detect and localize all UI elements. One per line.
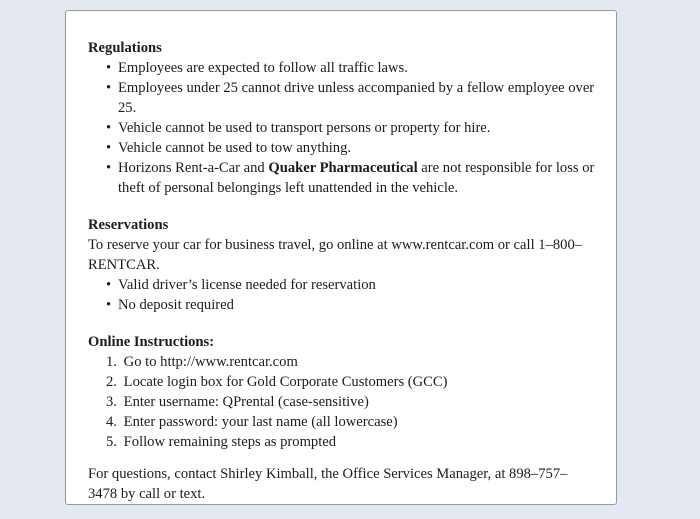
document-card <box>65 10 617 505</box>
list-item <box>106 158 596 198</box>
reservations-text: To reserve your car for business travel, go online at www.rentcar.com or call 1–800–RENTCAR. <box>88 237 583 273</box>
list-item <box>106 352 596 372</box>
instructions-list <box>88 352 596 452</box>
list-item: • Valid driver’s license needed for reservation <box>106 275 596 295</box>
list-item-text: Horizons Rent-a-Car and <box>118 160 269 176</box>
step-text: Locate login box for Gold Corporate Customers (GCC) <box>123 374 448 390</box>
step-text: Enter password: your last name (all lowercase) <box>123 414 398 430</box>
regulations-heading: Regulations <box>88 40 162 56</box>
step-number: 1. <box>106 354 117 370</box>
contact-text: For questions, contact Shirley Kimball, the Office Services Manager, at 898–757–3478 by call or text. <box>88 466 568 502</box>
step-text: Go to http://www.rentcar.com <box>123 354 298 370</box>
company-name: Quaker Pharmaceutical <box>268 160 418 176</box>
list-item <box>106 372 596 392</box>
reservations-list <box>88 275 596 315</box>
list-item: • No deposit required <box>106 295 596 315</box>
step-number: 3. <box>106 394 117 410</box>
list-item: • Employees are expected to follow all traffic laws. <box>106 58 596 78</box>
list-item-text: are not responsible for loss or theft of personal belongings left unattended in the vehicle. <box>118 160 595 196</box>
step-number: 5. <box>106 434 117 450</box>
step-number: 4. <box>106 414 117 430</box>
step-text: Follow remaining steps as prompted <box>123 434 337 450</box>
step-number: 2. <box>106 374 117 390</box>
regulations-list <box>88 58 596 198</box>
list-item: • Employees under 25 cannot drive unless accompanied by a fellow employee over 25. <box>106 78 596 118</box>
online-instructions-section <box>88 332 596 504</box>
reservations-section <box>88 215 596 315</box>
step-text: Enter username: QPrental (case-sensitive) <box>123 394 369 410</box>
list-item <box>106 432 596 452</box>
regulations-section <box>88 38 596 198</box>
reservations-heading: Reservations <box>88 217 169 233</box>
list-item <box>106 412 596 432</box>
list-item: • Vehicle cannot be used to tow anything. <box>106 138 596 158</box>
list-item <box>106 392 596 412</box>
online-instructions-heading: Online Instructions: <box>88 334 215 350</box>
list-item: • Vehicle cannot be used to transport persons or property for hire. <box>106 118 596 138</box>
